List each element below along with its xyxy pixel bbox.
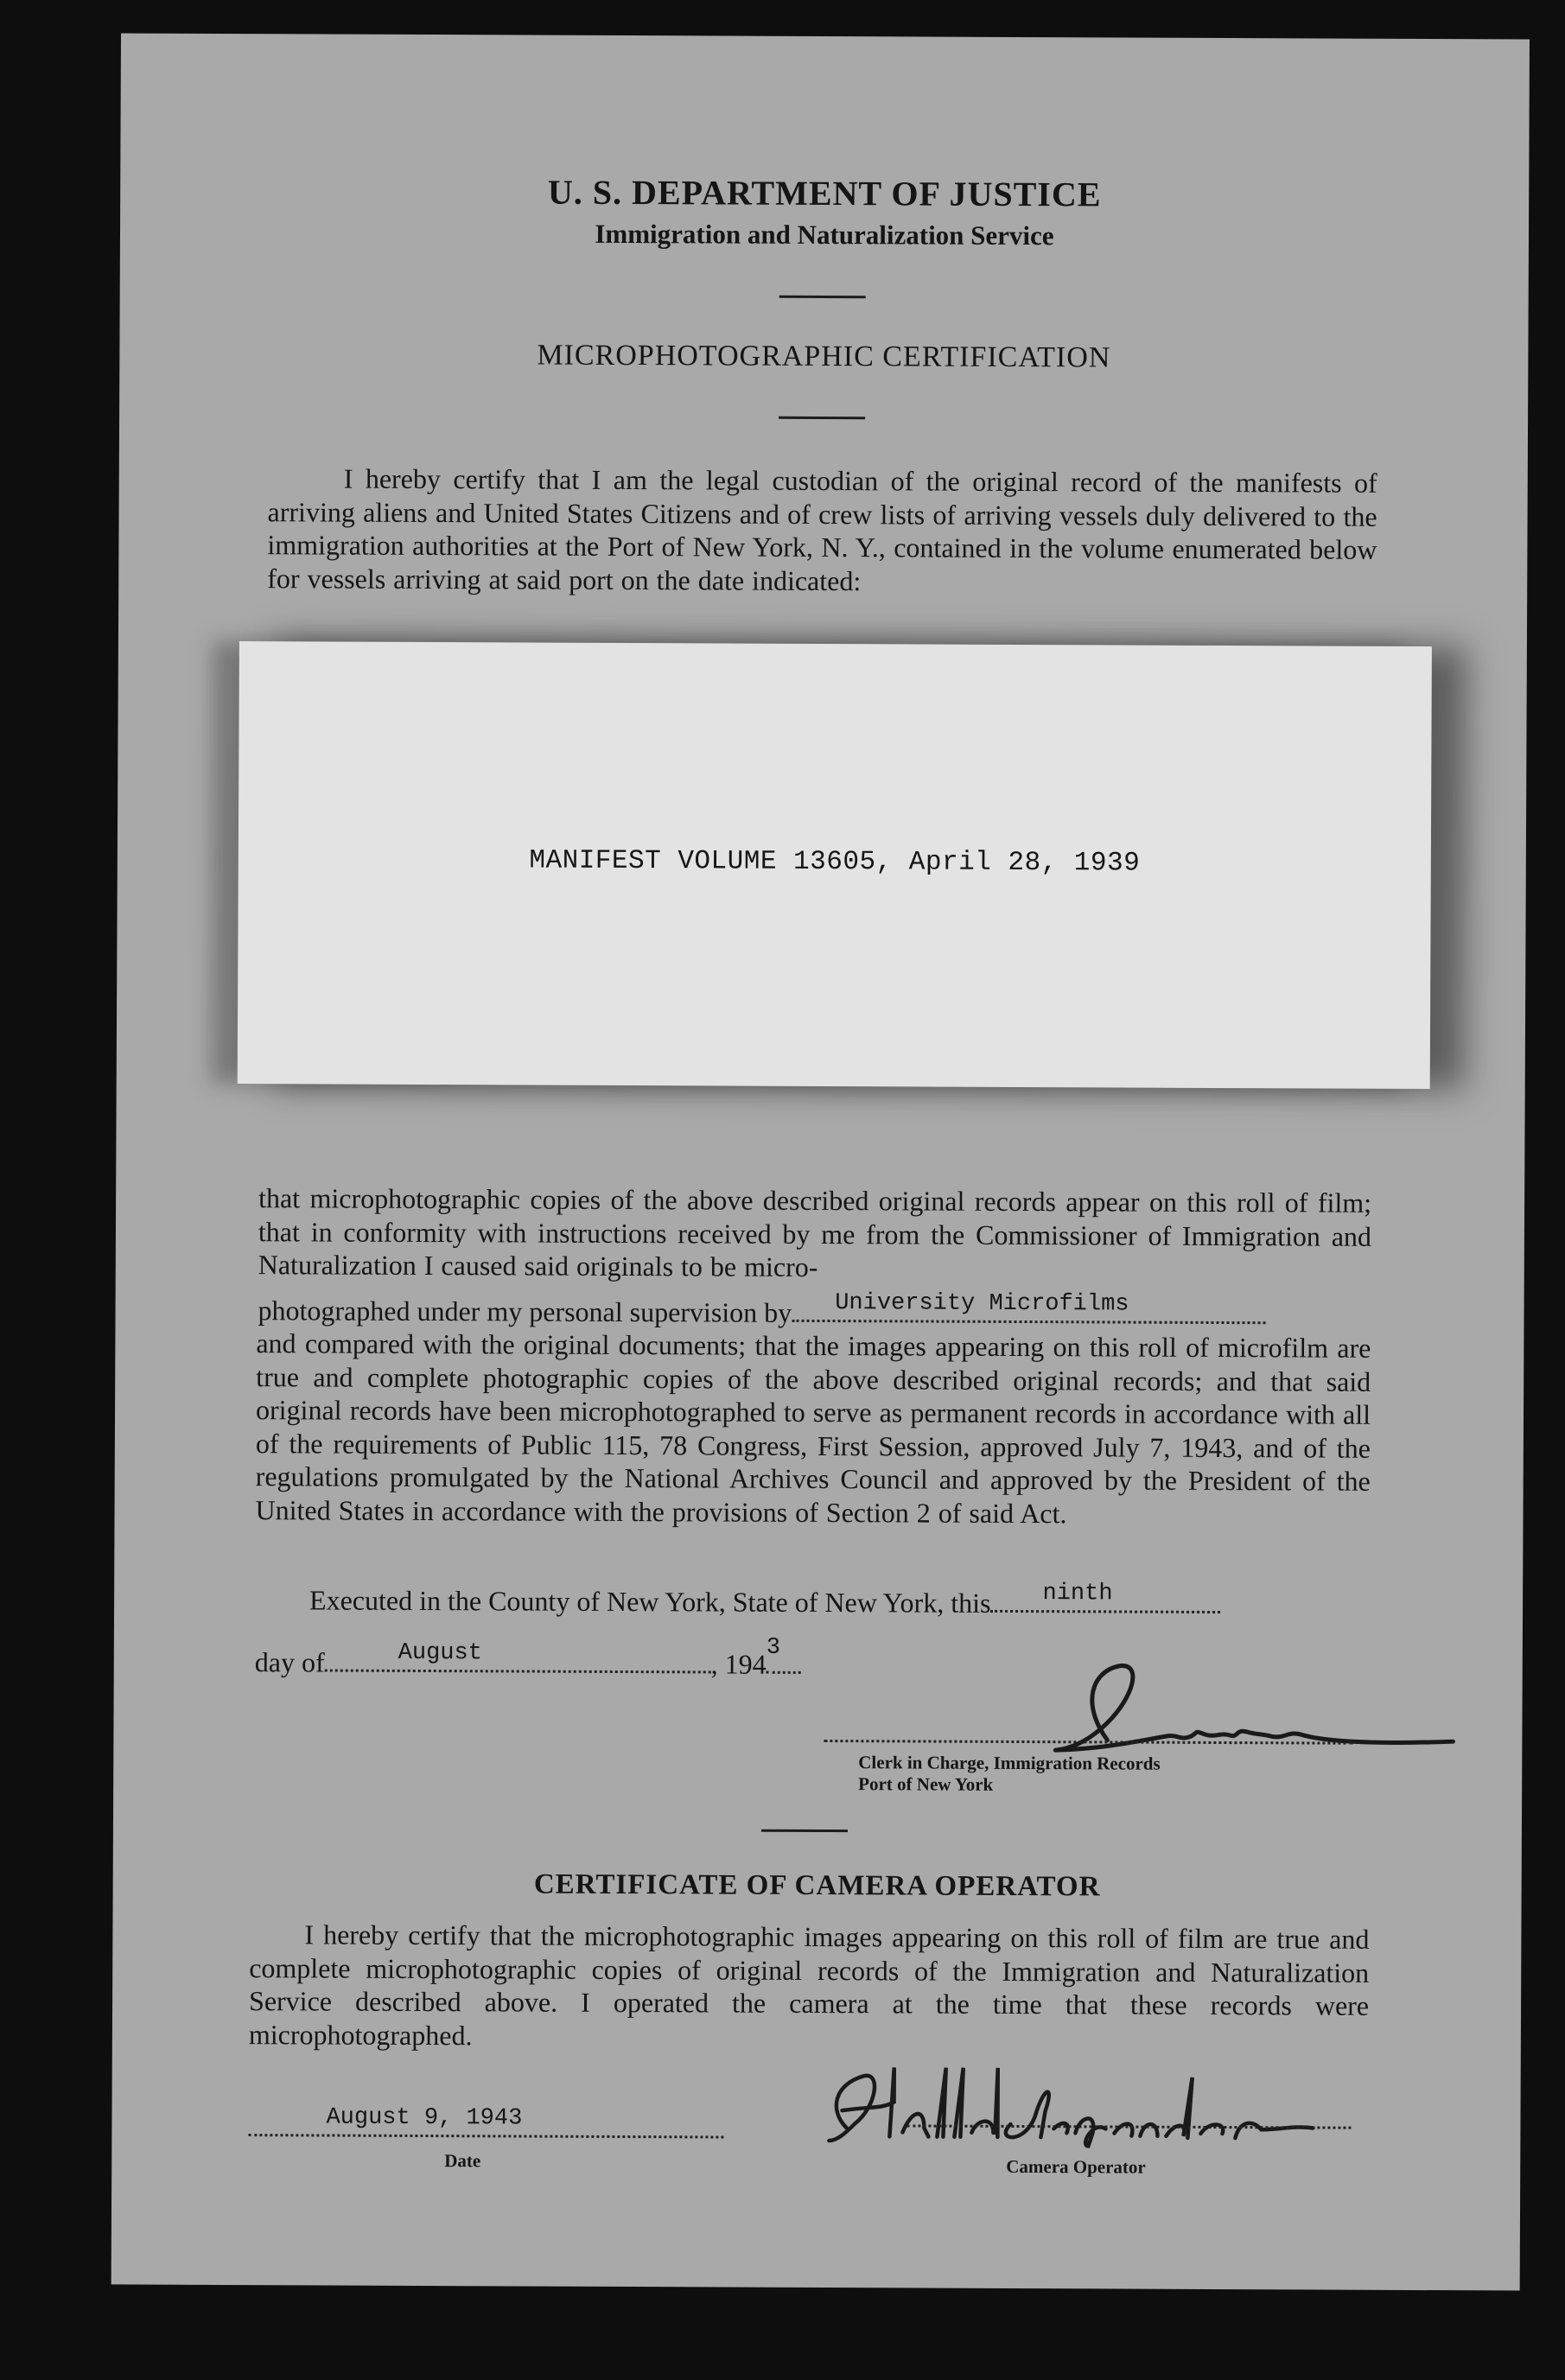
divider-rule	[761, 1830, 848, 1832]
intro-paragraph: I hereby certify that I am the legal custodian of the original record of the manifests of arriving aliens and United States Citizens and of crew lists of arriving vessels duly delivered to the immigration authorities at the Port of New York, N. Y., contained in the volume enumerated below for vessels arriving at said port on the date indicated:	[267, 462, 1377, 596]
certificate-page	[111, 33, 1530, 2290]
operator-date-value: August 9, 1943	[326, 2104, 523, 2132]
executed-line	[309, 1581, 1221, 1620]
day-field	[990, 1581, 1220, 1613]
date-line	[254, 1634, 801, 1681]
executed-prefix: Executed in the County of New York, State of New York, this	[309, 1584, 991, 1619]
service-subtitle: Immigration and Naturalization Service	[595, 218, 1054, 251]
clerk-title	[858, 1752, 1161, 1797]
camera-operator-label: Camera Operator	[1006, 2155, 1146, 2178]
operator-date-label: Date	[444, 2150, 481, 2172]
camera-operator-signature-line	[907, 2112, 1351, 2129]
year-field	[766, 1634, 801, 1674]
year-value: 3	[766, 1634, 780, 1661]
year-prefix: , 194	[710, 1648, 767, 1680]
clerk-title-line1: Clerk in Charge, Immigration Records	[858, 1752, 1161, 1774]
operator-date-field	[248, 2099, 723, 2138]
camera-operator-signature	[794, 2059, 1330, 2156]
supervision-line	[258, 1291, 1265, 1331]
month-value: August	[398, 1639, 482, 1667]
supervision-field	[792, 1290, 1265, 1324]
agency-title: U. S. DEPARTMENT OF JUSTICE	[547, 172, 1102, 214]
camera-certificate-title: CERTIFICATE OF CAMERA OPERATOR	[533, 1868, 1101, 1903]
certification-title: MICROPHOTOGRAPHIC CERTIFICATION	[537, 339, 1111, 374]
manifest-strip	[238, 641, 1432, 1089]
divider-rule	[779, 296, 866, 298]
supervision-prefix: photographed under my personal supervision by	[258, 1295, 792, 1328]
day-of-prefix: day of	[254, 1646, 325, 1678]
camera-paragraph: I hereby certify that the microphotographic images appearing on this roll of film are true and complete microphotographic copies of original records of the Immigration and Naturalization Service described above. I operated the camera at the time that these records were microphotographed.	[248, 1919, 1370, 2051]
body-paragraph-part2: and compared with the original documents; that the images appearing on this roll of microfilm are true and complete photographic copies of the above described original records; and that said original records have been microphotographed to serve as permanent records in accordance with all of the requirements of Public 115, 78 Congress, First Session, approved July 7, 1943, and of the regulations promulgated by the National Archives Council and approved by the President of the United States in accordance with the provisions of Section 2 of said Act.	[255, 1327, 1371, 1529]
supervision-value: University Microfilms	[835, 1290, 1129, 1318]
clerk-title-line2: Port of New York	[858, 1773, 994, 1795]
day-value: ninth	[1042, 1581, 1113, 1607]
divider-rule	[779, 417, 865, 419]
clerk-signature-line	[824, 1733, 1352, 1745]
body-paragraph-part1: that microphotographic copies of the above described original records appear on this roll of film; that in conformity with instructions received by me from the Commissioner of Immigration and Naturalization I caused said originals to be micro-	[258, 1182, 1372, 1282]
manifest-label: MANIFEST VOLUME 13605, April 28, 1939	[529, 845, 1141, 879]
month-field	[325, 1639, 711, 1673]
